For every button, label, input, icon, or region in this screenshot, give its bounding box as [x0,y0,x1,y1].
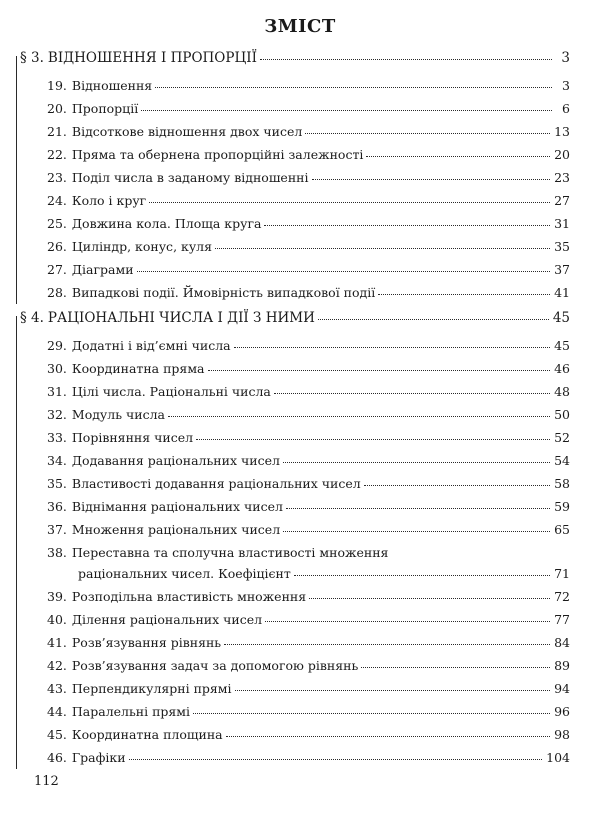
entry-page-number: 84 [554,635,570,650]
entry-number: 39. [47,589,67,604]
table-of-contents [0,50,600,773]
entry-number: 35. [47,476,67,491]
toc-entry[interactable] [0,101,600,124]
dot-leader [366,156,550,157]
dot-leader [168,416,550,417]
toc-entry-continuation[interactable] [0,566,600,589]
entry-title: Координатна площина [71,727,223,742]
entry-number: 19. [47,78,67,93]
entry-title: Додавання раціональних чисел [71,453,280,468]
entry-number: 45. [47,727,67,742]
entry-page-number: 41 [554,285,570,300]
entry-page-number: 89 [554,658,570,673]
entry-title: Переставна та сполучна властивості множення [71,545,389,560]
entry-page-number: 3 [562,78,570,93]
entry-title: Властивості додавання раціональних чисел [71,476,361,491]
dot-leader [260,59,552,60]
entry-number: 32. [47,407,67,422]
entry-number: 21. [47,124,67,139]
entry-number: 44. [47,704,67,719]
dot-leader [265,621,550,622]
section-number: § 3. [20,50,44,66]
entry-page-number: 65 [554,522,570,537]
entry-page-number: 77 [554,612,570,627]
dot-leader [149,202,550,203]
entry-page-number: 31 [554,216,570,231]
entry-page-number: 13 [554,124,570,139]
entry-number: 46. [47,750,67,765]
entry-page-number: 27 [554,193,570,208]
dot-leader [129,759,543,760]
toc-entry[interactable] [0,658,600,681]
dot-leader [378,294,550,295]
toc-entry[interactable] [0,612,600,635]
entry-title: Цілі числа. Раціональні числа [71,384,271,399]
entry-title: Поділ числа в заданому відношенні [71,170,309,185]
entry-number: 23. [47,170,67,185]
toc-entry[interactable] [0,453,600,476]
entry-page-number: 94 [554,681,570,696]
toc-entry[interactable] [0,338,600,361]
entry-number: 43. [47,681,67,696]
entry-page-number: 35 [554,239,570,254]
toc-entry[interactable] [0,430,600,453]
dot-leader [235,690,551,691]
entry-title: Довжина кола. Площа круга [71,216,262,231]
entry-title: Відношення [71,78,153,93]
toc-entry[interactable] [0,476,600,499]
entry-title: Відсоткове відношення двох чисел [71,124,303,139]
entry-page-number: 71 [554,566,570,581]
entry-page-number: 50 [554,407,570,422]
entry-page-number: 96 [554,704,570,719]
entry-title: Випадкові події. Ймовірність випадкової події [71,285,376,300]
entry-page-number: 58 [554,476,570,491]
toc-entry[interactable] [0,361,600,384]
toc-entry[interactable] [0,239,600,262]
entry-number: 20. [47,101,67,116]
toc-entry[interactable] [0,589,600,612]
entry-number: 38. [47,545,67,560]
entry-number: 22. [47,147,67,162]
entry-number: 26. [47,239,67,254]
section-page-number: 3 [561,50,570,66]
entry-title: Розв’язування рівнянь [71,635,222,650]
entry-title: Додатні і від’ємні числа [71,338,231,353]
dot-leader [364,485,550,486]
section-number: § 4. [20,310,44,326]
entry-title: Пряма та обернена пропорційні залежності [71,147,364,162]
dot-leader [137,271,551,272]
dot-leader [215,248,550,249]
entry-page-number: 98 [554,727,570,742]
entry-page-number: 6 [562,101,570,116]
entry-title-continuation: раціональних чисел. Коефіцієнт [78,566,291,581]
entry-number: 25. [47,216,67,231]
entry-number: 31. [47,384,67,399]
dot-leader [224,644,550,645]
toc-entry[interactable] [0,216,600,239]
entry-page-number: 54 [554,453,570,468]
entry-title: Порівняння чисел [71,430,194,445]
entry-title: Розподільна властивість множення [71,589,307,604]
entry-number: 24. [47,193,67,208]
toc-entry[interactable] [0,704,600,727]
dot-leader [208,370,551,371]
dot-leader [264,225,550,226]
page-number: 112 [34,774,59,789]
entry-page-number: 52 [554,430,570,445]
entry-title: Пропорції [71,101,139,116]
toc-entry[interactable] [0,170,600,193]
entry-page-number: 104 [546,750,570,765]
dot-leader [309,598,550,599]
entry-title: Ділення раціональних чисел [71,612,263,627]
dot-leader [283,462,550,463]
toc-entry[interactable] [0,262,600,285]
entry-title: Віднімання раціональних чисел [71,499,283,514]
entry-number: 30. [47,361,67,376]
entry-title: Множення раціональних чисел [71,522,281,537]
dot-leader [141,110,552,111]
entry-number: 29. [47,338,67,353]
section-bracket-line [16,316,17,769]
entry-number: 40. [47,612,67,627]
dot-leader [196,439,550,440]
section-page-number: 45 [552,310,570,326]
dot-leader [294,575,550,576]
entry-number: 33. [47,430,67,445]
dot-leader [193,713,550,714]
toc-section-entry[interactable] [0,310,600,338]
entry-page-number: 59 [554,499,570,514]
entry-number: 27. [47,262,67,277]
entry-title: Діаграми [71,262,134,277]
entry-number: 37. [47,522,67,537]
toc-entry[interactable] [0,681,600,704]
toc-entry[interactable] [0,78,600,101]
dot-leader [305,133,550,134]
toc-entry[interactable] [0,727,600,750]
section-title: ВІДНОШЕННЯ І ПРОПОРЦІЇ [47,50,257,66]
entry-title: Коло і круг [71,193,147,208]
dot-leader [312,179,551,180]
dot-leader [318,319,549,320]
entry-title: Модуль числа [71,407,165,422]
section-title: РАЦІОНАЛЬНІ ЧИСЛА І ДІЇ З НИМИ [47,310,315,326]
entry-number: 41. [47,635,67,650]
entry-page-number: 46 [554,361,570,376]
section-bracket-line [16,56,17,304]
toc-entry[interactable] [0,499,600,522]
entry-title: Паралельні прямі [71,704,191,719]
toc-entry[interactable] [0,545,600,566]
dot-leader [286,508,550,509]
entry-number: 42. [47,658,67,673]
toc-entry[interactable] [0,147,600,170]
dot-leader [274,393,550,394]
entry-page-number: 23 [554,170,570,185]
entry-title: Розв’язування задач за допомогою рівнянь [71,658,359,673]
toc-entry[interactable] [0,285,600,308]
entry-page-number: 45 [554,338,570,353]
toc-entry[interactable] [0,193,600,216]
toc-entry[interactable] [0,124,600,147]
entry-page-number: 48 [554,384,570,399]
dot-leader [283,531,550,532]
entry-title: Циліндр, конус, куля [71,239,213,254]
entry-number: 28. [47,285,67,300]
toc-entry[interactable] [0,635,600,658]
entry-number: 36. [47,499,67,514]
entry-page-number: 37 [554,262,570,277]
entry-page-number: 72 [554,589,570,604]
entry-page-number: 20 [554,147,570,162]
page-title: ЗМІСТ [264,16,336,37]
dot-leader [234,347,550,348]
entry-title: Координатна пряма [71,361,205,376]
toc-entry[interactable] [0,384,600,407]
entry-title: Графіки [71,750,126,765]
entry-title: Перпендикулярні прямі [71,681,232,696]
dot-leader [226,736,550,737]
entry-number: 34. [47,453,67,468]
dot-leader [155,87,552,88]
toc-entry[interactable] [0,407,600,430]
dot-leader [361,667,550,668]
toc-entry[interactable] [0,522,600,545]
toc-entry[interactable] [0,750,600,773]
toc-section-entry[interactable] [0,50,600,78]
